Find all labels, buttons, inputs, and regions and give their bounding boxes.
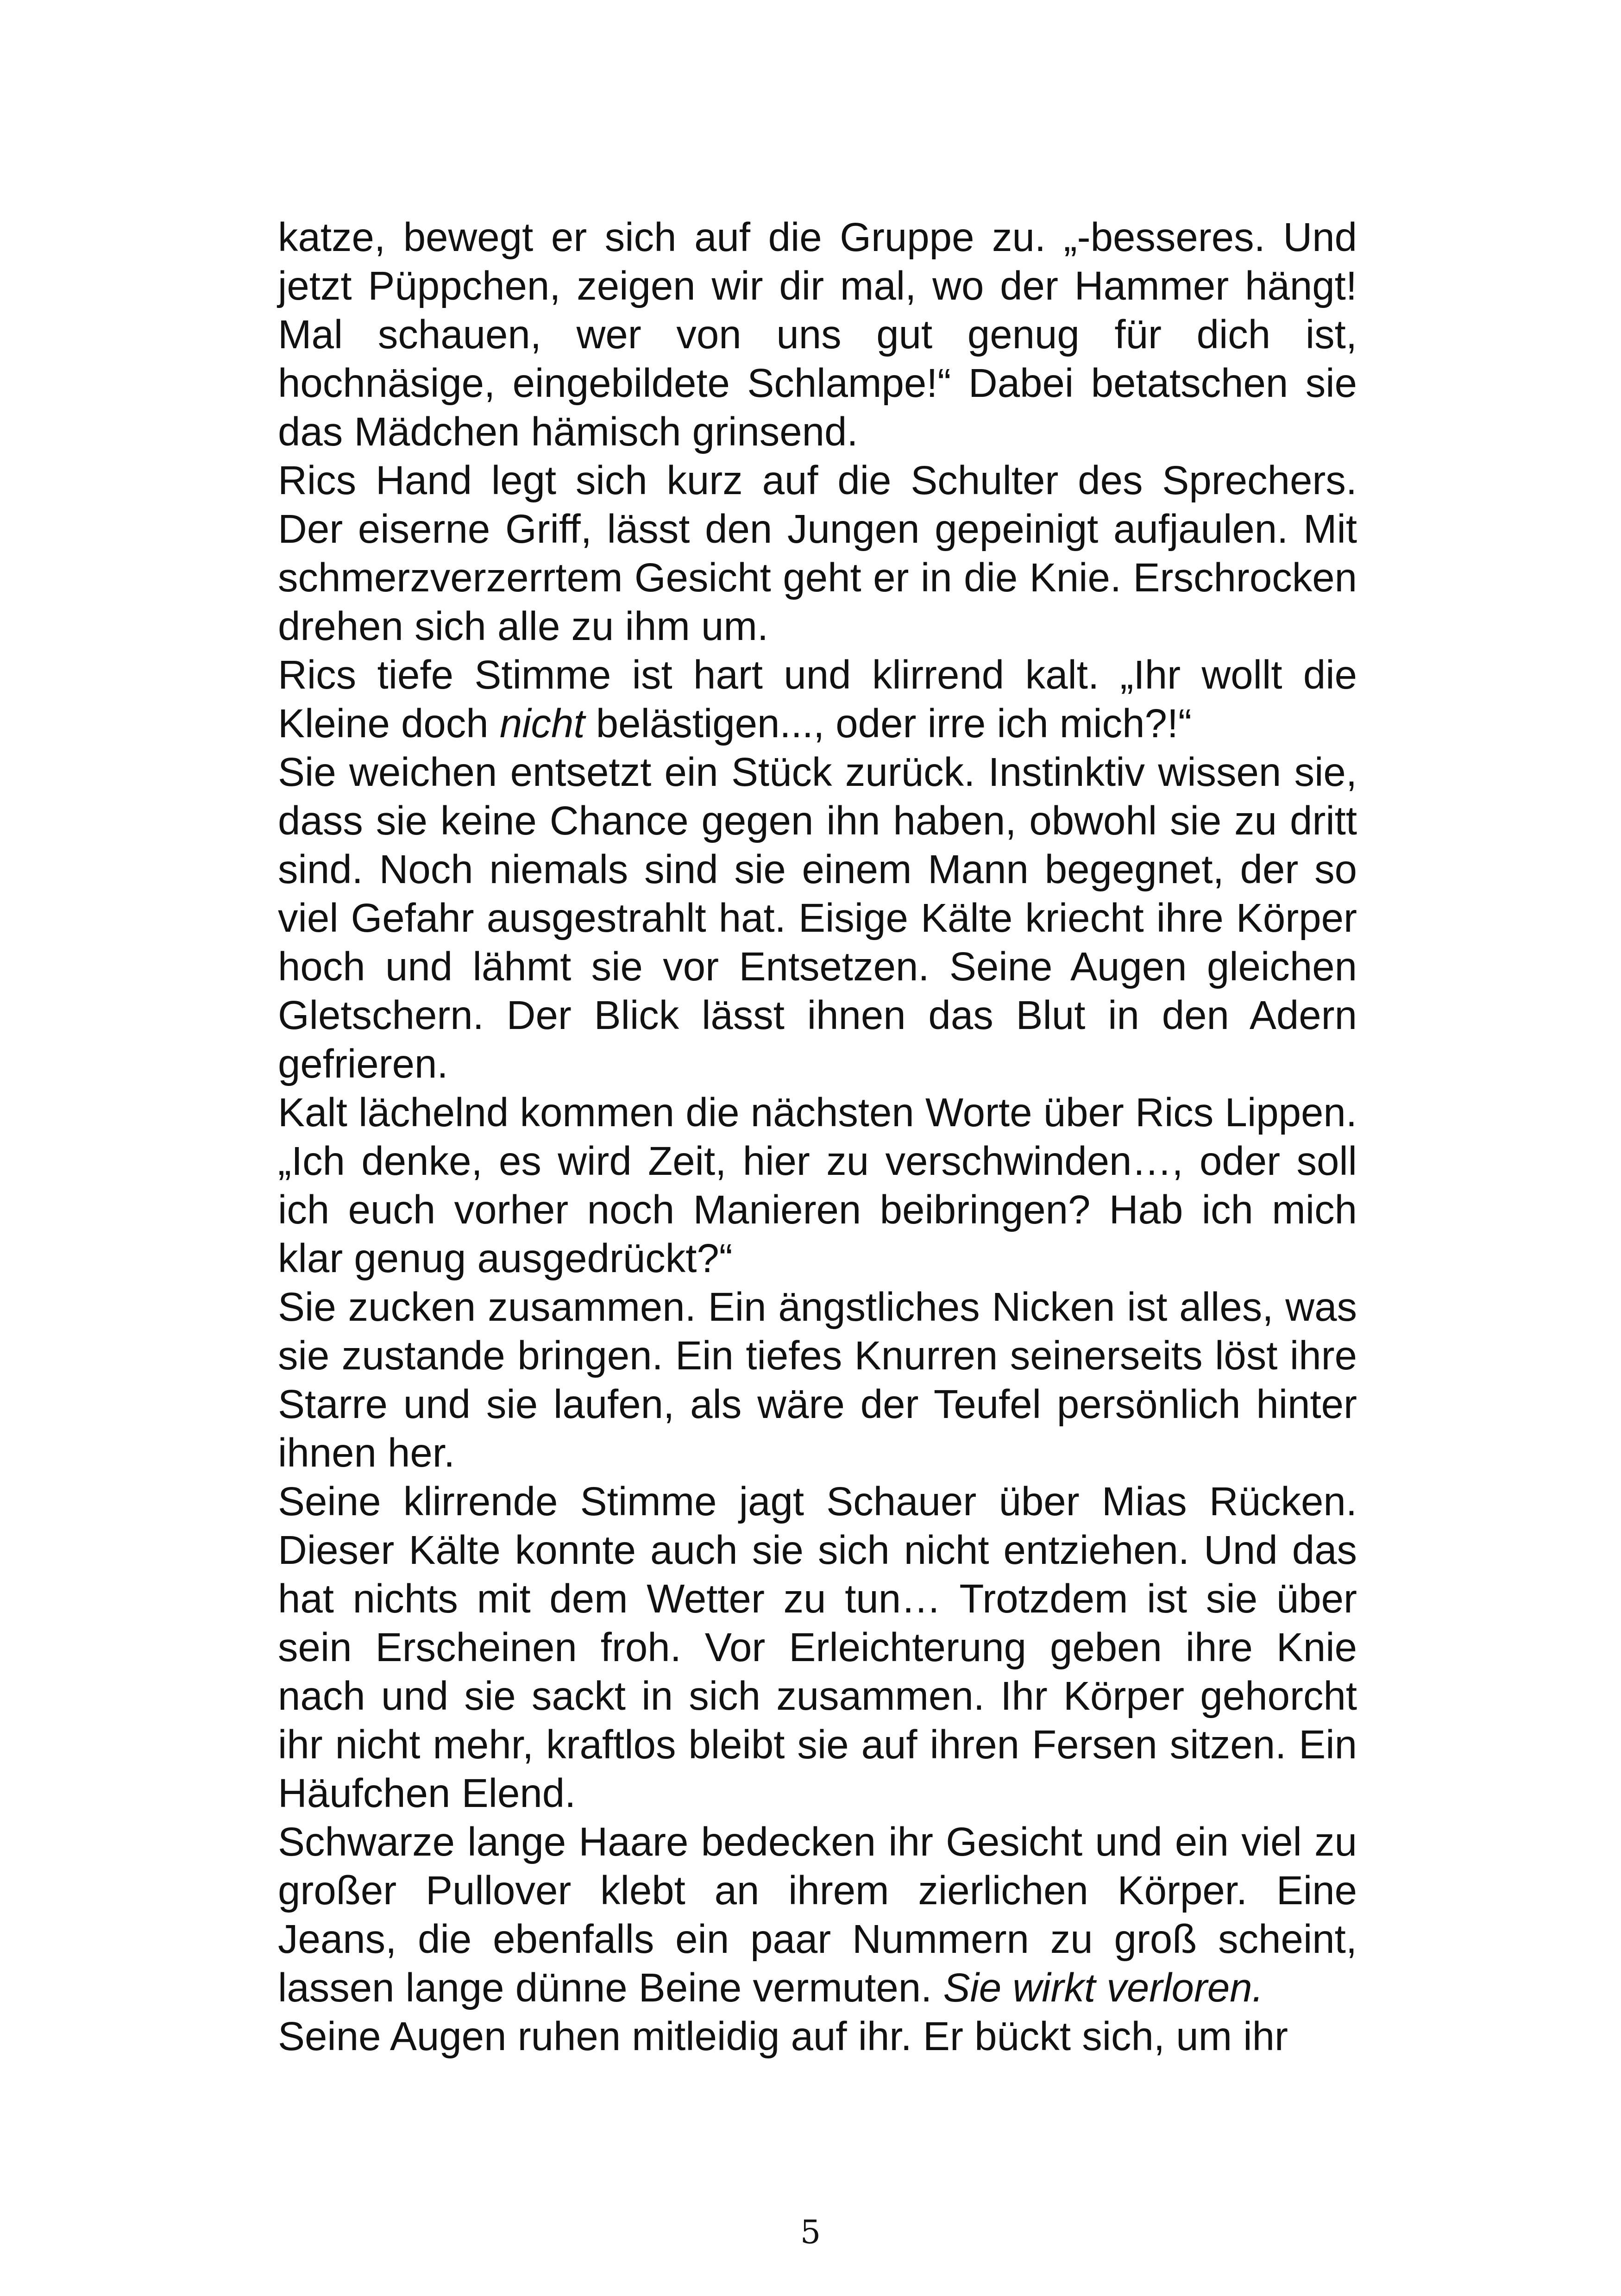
paragraph <box>278 1818 1357 2012</box>
text-run: belästigen..., oder irre ich mich?!“ <box>584 701 1192 746</box>
paragraph <box>278 1088 1357 1283</box>
text-run: Sie weichen entsetzt ein Stück zurück. Instinktiv wissen sie, dass sie keine Chance gegen ihn haben, obwohl sie zu dritt sind. Noch niemals sind sie einem Mann begegnet, der so viel Gefahr ausgestrahlt hat. Eisige Kälte kriecht ihre Körper hoch und lähmt sie vor Entsetzen. Seine Augen gleichen Gletschern. Der Blick lässt ihnen das Blut in den Adern gefrieren. <box>278 750 1357 1086</box>
emphasis-run: nicht <box>499 701 585 746</box>
paragraph <box>278 456 1357 651</box>
paragraph <box>278 1283 1357 1477</box>
text-run: Seine klirrende Stimme jagt Schauer über Mias Rücken. Dieser Kälte konnte auch sie sich nicht entziehen. Und das hat nichts mit dem Wetter zu tun… Trotzdem ist sie über sein Erscheinen froh. Vor Erleichterung geben ihre Knie nach und sie sackt in sich zusammen. Ihr Körper gehorcht ihr nicht mehr, kraftlos bleibt sie auf ihren Fersen sitzen. Ein Häufchen Elend. <box>278 1479 1357 1816</box>
text-run: katze, bewegt er sich auf die Gruppe zu. „-besseres. Und jetzt Püppchen, zeigen wir dir mal, wo der Hammer hängt! Mal schauen, wer von uns gut genug für dich ist, hochnäsige, eingebildete Schlampe!“ Dabei betatschen sie das Mädchen hämisch grinsend. <box>278 215 1357 454</box>
emphasis-run: Sie wirkt verloren. <box>943 1965 1263 2010</box>
text-run: Rics Hand legt sich kurz auf die Schulter des Sprechers. Der eiserne Griff, lässt den Jungen gepeinigt aufjaulen. Mit schmerzverzerrtem Gesicht geht er in die Knie. Erschrocken drehen sich alle zu ihm um. <box>278 458 1357 649</box>
page-number: 5 <box>800 2213 821 2251</box>
paragraph <box>278 651 1357 748</box>
paragraph <box>278 1477 1357 1818</box>
text-run: Schwarze lange Haare bedecken ihr Gesicht und ein viel zu großer Pullover klebt an ihrem zierlichen Körper. Eine Jeans, die ebenfalls ein paar Nummern zu groß scheint, lassen lange dünne Beine vermuten. <box>278 1819 1357 2010</box>
text-run: Rics tiefe Stimme ist hart und klirrend kalt. „Ihr wollt die Kleine doch <box>278 652 1357 746</box>
paragraph <box>278 213 1357 456</box>
paragraph <box>278 748 1357 1088</box>
text-run: Kalt lächelnd kommen die nächsten Worte über Rics Lippen. „Ich denke, es wird Zeit, hier zu verschwinden…, oder soll ich euch vorher noch Manieren beibringen? Hab ich mich klar genug ausgedrückt?“ <box>278 1090 1357 1281</box>
paragraph <box>278 2012 1357 2061</box>
body-text <box>278 213 1357 2061</box>
text-run: Sie zucken zusammen. Ein ängstliches Nicken ist alles, was sie zustande bringen. Ein tiefes Knurren seinerseits löst ihre Starre und sie laufen, als wäre der Teufel persönlich hinter ihnen her. <box>278 1285 1357 1475</box>
text-run: Seine Augen ruhen mitleidig auf ihr. Er bückt sich, um ihr <box>278 2014 1288 2059</box>
